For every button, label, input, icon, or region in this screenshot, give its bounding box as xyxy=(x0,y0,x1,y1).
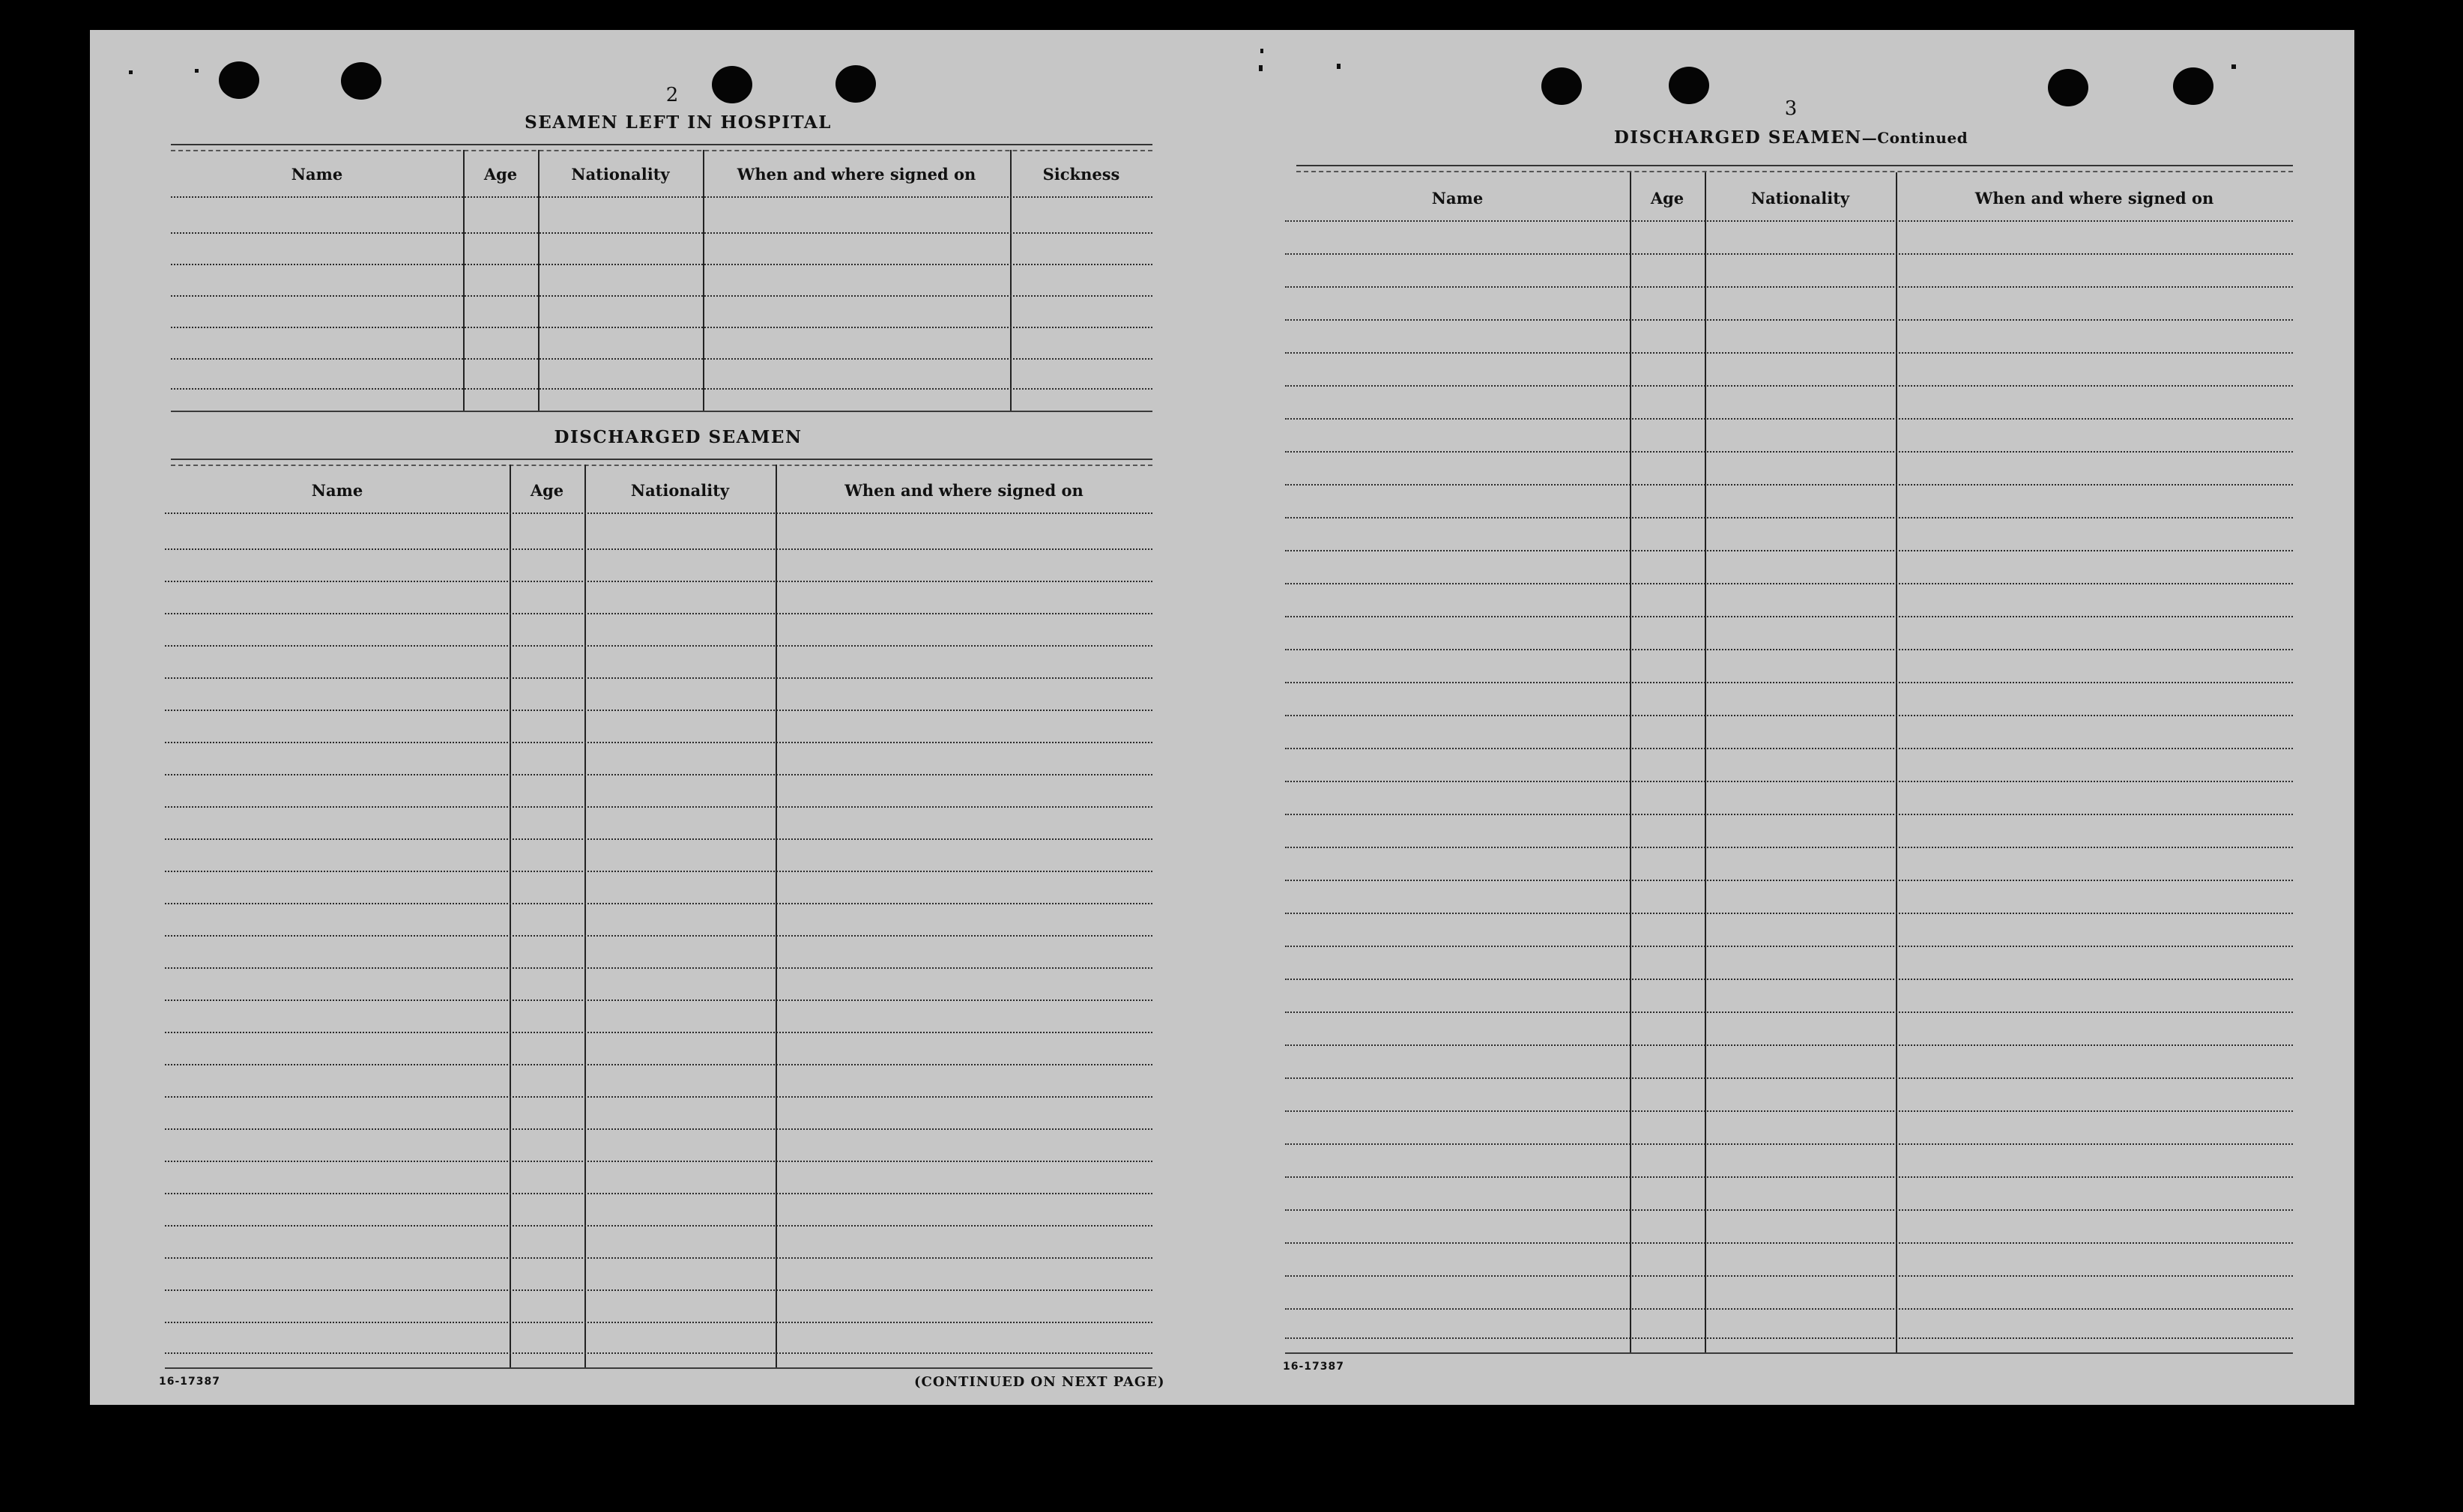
table-row xyxy=(165,871,1152,872)
column-header-signed-on: When and where signed on xyxy=(1974,189,2214,208)
divider xyxy=(1296,165,2293,166)
table-row xyxy=(165,613,1152,614)
table-row xyxy=(1285,1209,2293,1211)
table-row xyxy=(171,264,1152,265)
table-row xyxy=(165,903,1152,904)
table-row xyxy=(165,1128,1152,1130)
table-bottom-rule xyxy=(165,1367,1152,1369)
table-row xyxy=(1285,1143,2293,1145)
column-header-signed-on: When and where signed on xyxy=(737,165,976,184)
punch-hole xyxy=(1669,67,1709,104)
form-number: 16-17387 xyxy=(1283,1361,1344,1373)
speck xyxy=(1337,64,1341,69)
table-row xyxy=(1285,1176,2293,1178)
table-row xyxy=(165,1225,1152,1227)
table-row xyxy=(1285,253,2293,255)
section-title-discharged-continued xyxy=(1529,127,2053,148)
table-row xyxy=(165,806,1152,808)
table-row xyxy=(165,710,1152,711)
table-row xyxy=(1285,418,2293,420)
punch-hole xyxy=(2173,67,2213,105)
header-rule xyxy=(171,196,1152,198)
speck xyxy=(2231,64,2236,69)
table-row xyxy=(1285,979,2293,980)
table-row xyxy=(1285,286,2293,288)
table-row xyxy=(171,232,1152,234)
table-row xyxy=(165,581,1152,582)
discharged-table xyxy=(165,465,1152,1375)
column-header-age: Age xyxy=(483,165,518,184)
speck xyxy=(1260,49,1263,53)
table-row xyxy=(1285,1011,2293,1013)
column-header-nationality: Nationality xyxy=(571,165,670,184)
table-row xyxy=(165,1289,1152,1291)
form-number: 16-17387 xyxy=(159,1376,220,1388)
table-row xyxy=(165,548,1152,550)
table-row xyxy=(171,358,1152,360)
table-row xyxy=(1285,484,2293,486)
table-row xyxy=(1285,715,2293,716)
punch-hole xyxy=(1541,67,1582,105)
table-row xyxy=(1285,913,2293,914)
title-suffix: —Continued xyxy=(1861,129,1968,147)
table-row xyxy=(1285,517,2293,518)
header-rule xyxy=(165,512,1152,514)
table-row xyxy=(1285,385,2293,387)
column-divider xyxy=(776,465,777,1367)
table-row xyxy=(165,1161,1152,1162)
table-row xyxy=(165,935,1152,937)
punch-hole xyxy=(341,62,381,100)
page-number: 3 xyxy=(1784,97,1798,120)
divider xyxy=(171,144,1152,145)
table-row xyxy=(165,1352,1152,1354)
column-divider xyxy=(1705,172,1706,1352)
table-row xyxy=(165,1322,1152,1323)
table-row xyxy=(1285,781,2293,782)
table-row xyxy=(165,1064,1152,1065)
table-row xyxy=(165,742,1152,743)
discharged-continued-table xyxy=(1285,172,2293,1356)
speck xyxy=(129,70,133,74)
table-row xyxy=(1285,319,2293,321)
continued-note: (CONTINUED ON NEXT PAGE) xyxy=(914,1374,1165,1390)
table-row xyxy=(165,1032,1152,1033)
divider xyxy=(171,459,1152,460)
table-row xyxy=(1285,352,2293,354)
speck xyxy=(195,69,199,73)
column-header-sickness: Sickness xyxy=(1042,165,1120,184)
section-title-hospital: SEAMEN LEFT IN HOSPITAL xyxy=(525,112,832,133)
speck xyxy=(1259,65,1263,71)
table-row xyxy=(1285,946,2293,947)
table-row xyxy=(1285,616,2293,617)
column-divider xyxy=(538,150,540,412)
table-row xyxy=(171,388,1152,390)
column-header-name: Name xyxy=(1431,189,1484,208)
document-sheet xyxy=(90,30,2354,1405)
table-row xyxy=(165,677,1152,679)
table-row xyxy=(165,1096,1152,1098)
table-row xyxy=(1285,451,2293,453)
table-row xyxy=(1285,847,2293,848)
table-row xyxy=(1285,1110,2293,1112)
column-header-name: Name xyxy=(311,481,363,500)
table-row xyxy=(171,295,1152,297)
table-row xyxy=(165,967,1152,969)
table-row xyxy=(171,327,1152,328)
table-row xyxy=(165,1193,1152,1194)
table-row xyxy=(1285,1337,2293,1339)
punch-hole xyxy=(2048,69,2088,106)
column-header-nationality: Nationality xyxy=(1750,189,1850,208)
table-row xyxy=(1285,814,2293,815)
column-divider xyxy=(584,465,586,1367)
table-row xyxy=(1285,649,2293,650)
column-divider xyxy=(1010,150,1012,412)
page-number: 2 xyxy=(665,84,679,106)
table-row xyxy=(1285,1275,2293,1277)
table-bottom-rule xyxy=(1285,1352,2293,1354)
table-row xyxy=(1285,682,2293,683)
table-bottom-rule xyxy=(171,411,1152,412)
column-divider xyxy=(703,150,704,412)
table-row xyxy=(165,1257,1152,1259)
table-row xyxy=(1285,1044,2293,1046)
hospital-table xyxy=(171,150,1152,416)
column-header-age: Age xyxy=(530,481,564,500)
table-row xyxy=(165,838,1152,840)
table-row xyxy=(1285,880,2293,881)
table-row xyxy=(1285,1242,2293,1244)
table-row xyxy=(1285,748,2293,749)
table-row xyxy=(165,1000,1152,1001)
table-row xyxy=(165,645,1152,647)
punch-hole xyxy=(835,65,876,103)
column-divider xyxy=(510,465,511,1367)
column-divider xyxy=(1630,172,1631,1352)
title-main: DISCHARGED SEAMEN xyxy=(1613,127,1862,148)
header-rule xyxy=(1285,220,2293,222)
table-row xyxy=(1285,550,2293,551)
column-header-nationality: Nationality xyxy=(630,481,730,500)
column-header-name: Name xyxy=(291,165,343,184)
table-row xyxy=(1285,1308,2293,1310)
punch-hole xyxy=(219,61,259,99)
table-row xyxy=(165,774,1152,775)
table-row xyxy=(1285,1077,2293,1079)
column-header-age: Age xyxy=(1650,189,1684,208)
punch-hole xyxy=(712,66,752,103)
section-title-discharged: DISCHARGED SEAMEN xyxy=(554,427,803,447)
table-row xyxy=(1285,583,2293,584)
column-header-signed-on: When and where signed on xyxy=(844,481,1084,500)
column-divider xyxy=(1896,172,1897,1352)
column-divider xyxy=(463,150,465,412)
